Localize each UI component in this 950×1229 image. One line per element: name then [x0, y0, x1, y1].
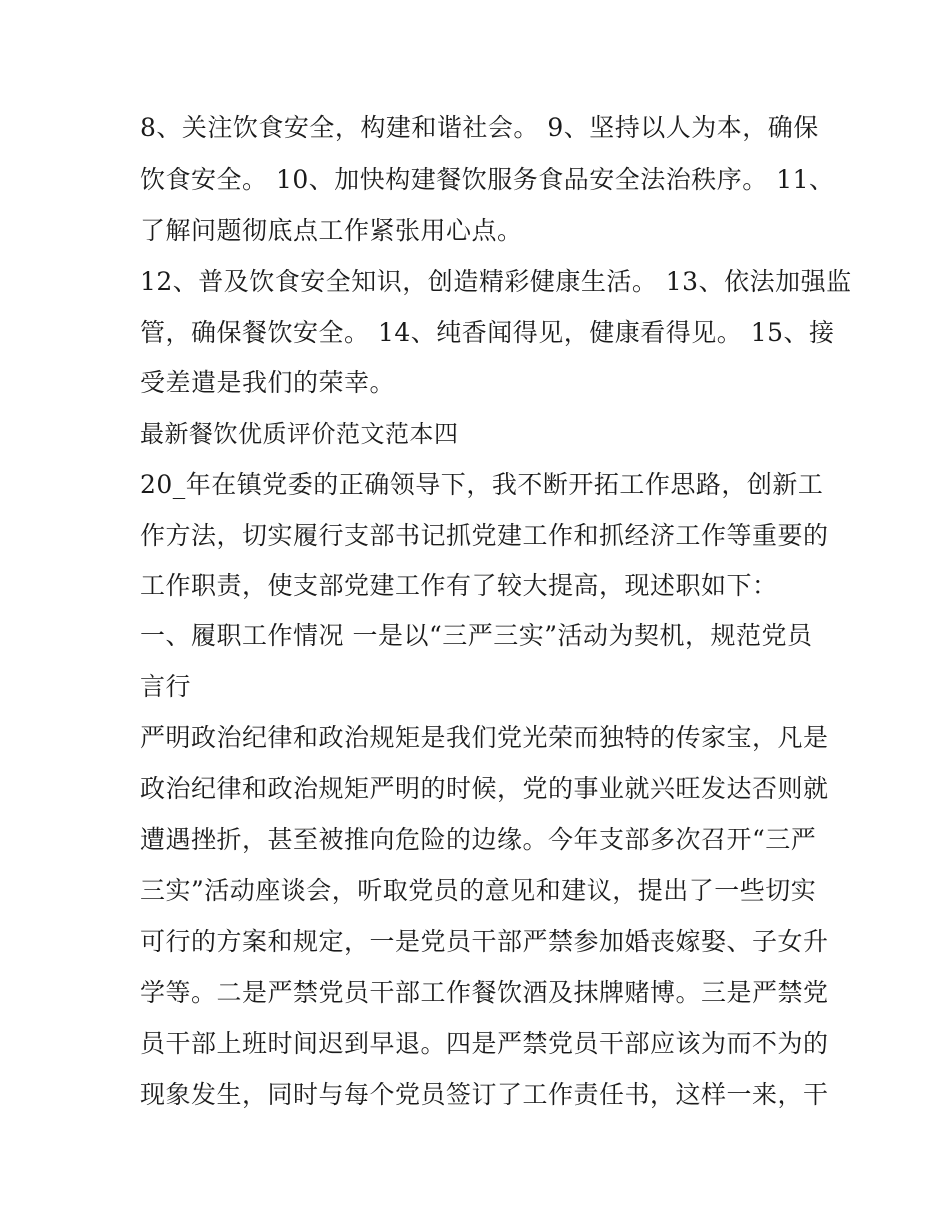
- text-line: 严明政治纪律和政治规矩是我们党光荣而独特的传家宝，凡是: [140, 723, 829, 752]
- text-line: 一、履职工作情况 一是以“三严三实”活动为契机，规范党员: [140, 621, 813, 650]
- document-page: [140, 0, 852, 1229]
- text-line: 8、关注饮食安全，构建和谐社会。 9、坚持以人为本，确保: [140, 113, 819, 142]
- text-line: 遭遇挫折，甚至被推向危险的边缘。今年支部多次召开“三严: [140, 825, 817, 854]
- text-line: 20_年在镇党委的正确领导下，我不断开拓工作思路，创新工: [140, 470, 824, 499]
- text-line: 饮食安全。 10、加快构建餐饮服务食品安全法治秩序。 11、: [140, 165, 835, 194]
- text-line: 三实”活动座谈会，听取党员的意见和建议，提出了一些切实: [140, 876, 817, 905]
- text-line: 工作职责，使支部党建工作有了较大提高，现述职如下：: [140, 571, 778, 600]
- text-line: 政治纪律和政治规矩严明的时候，党的事业就兴旺发达否则就: [140, 774, 829, 803]
- text-line: 员干部上班时间迟到早退。四是严禁党员干部应该为而不为的: [140, 1029, 829, 1058]
- text-line: 学等。二是严禁党员干部工作餐饮酒及抹牌赌博。三是严禁党: [140, 978, 829, 1007]
- text-line: 了解问题彻底点工作紧张用心点。: [140, 216, 523, 245]
- text-line: 受差遣是我们的荣幸。: [140, 368, 396, 397]
- text-line: 作方法，切实履行支部书记抓党建工作和抓经济工作等重要的: [140, 521, 829, 550]
- text-line: 现象发生，同时与每个党员签订了工作责任书，这样一来，干: [140, 1080, 829, 1109]
- section-heading: 最新餐饮优质评价范文范本四: [140, 420, 459, 448]
- text-line: 12、普及饮食安全知识，创造精彩健康生活。 13、依法加强监: [140, 267, 852, 296]
- text-line: 可行的方案和规定，一是党员干部严禁参加婚丧嫁娶、子女升: [140, 927, 829, 956]
- text-line: 言行: [140, 672, 192, 701]
- text-line: 管，确保餐饮安全。 14、纯香闻得见，健康看得见。 15、接: [140, 318, 835, 347]
